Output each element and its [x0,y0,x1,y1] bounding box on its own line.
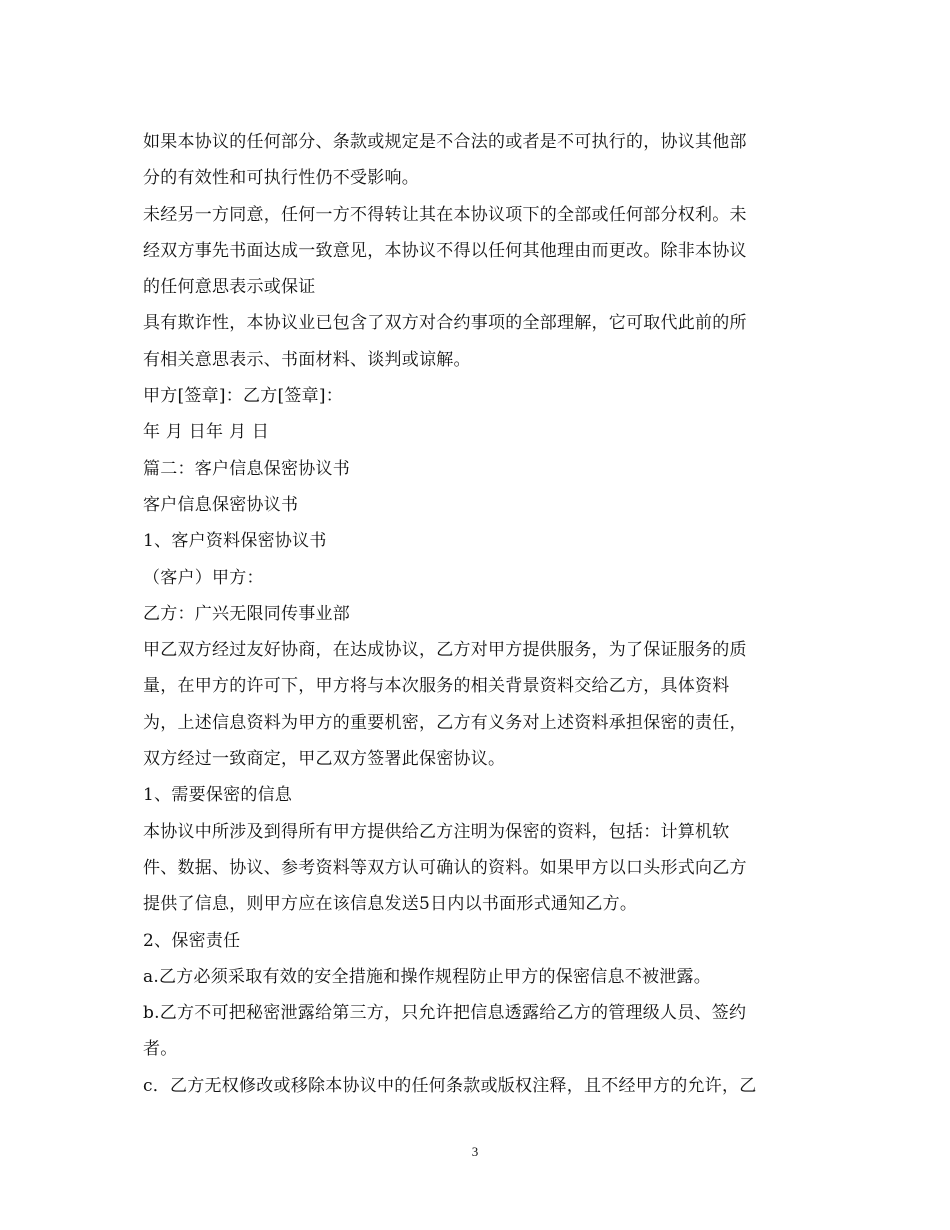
clause-item: c．乙方无权修改或移除本协议中的任何条款或版权注释，且不经甲方的允许，乙 [143,1075,757,1096]
document-title: 客户信息保密协议书 [143,494,299,515]
section-heading: 篇二：客户信息保密协议书 [143,458,350,479]
clause-item: b.乙方不可把秘密泄露给第三方，只允许把信息透露给乙方的管理级人员、签约 [143,1003,747,1024]
text-line: 件、数据、协议、参考资料等双方认可确认的资料。如果甲方以口头形式向乙方 [143,857,747,878]
text-line: 者。 [143,1039,178,1060]
text-line: 提供了信息，则甲方应在该信息发送5日内以书面形式通知乙方。 [143,894,638,915]
text-line: 本协议中所涉及到得所有甲方提供给乙方注明为保密的资料，包括：计算机软 [143,821,730,842]
clause-heading: 1、需要保密的信息 [143,785,293,806]
text-line: 具有欺诈性，本协议业已包含了双方对合约事项的全部理解，它可取代此前的所 [143,313,747,334]
clause-item: a.乙方必须采取有效的安全措施和操作规程防止甲方的保密信息不被泄露。 [143,966,712,987]
text-line: 为，上述信息资料为甲方的重要机密，乙方有义务对上述资料承担保密的责任， [143,712,747,733]
clause-heading: 2、保密责任 [143,930,241,951]
text-line: 双方经过一致商定，甲乙双方签署此保密协议。 [143,749,506,770]
text-line: 如果本协议的任何部分、条款或规定是不合法的或者是不可执行的，协议其他部 [143,132,747,152]
signature-line: 甲方[签章]：乙方[签章]： [143,386,344,407]
text-line: 量，在甲方的许可下，甲方将与本次服务的相关背景资料交给乙方，具体资料 [143,676,730,697]
document-body [143,124,811,1104]
text-line: 甲乙双方经过友好协商，在达成协议，乙方对甲方提供服务，为了保证服务的质 [143,640,747,661]
page-number: 3 [471,1144,479,1159]
party-b-line: 乙方：广兴无限同传事业部 [143,603,350,624]
date-line: 年 月 日年 月 日 [143,422,270,443]
party-a-line: （客户）甲方： [143,567,264,588]
subsection-heading: 1、客户资料保密协议书 [143,531,327,552]
text-line: 的任何意思表示或保证 [143,277,316,298]
text-line: 经双方事先书面达成一致意见，本协议不得以任何其他理由而更改。除非本协议 [143,240,747,261]
text-line: 分的有效性和可执行性仍不受影响。 [143,168,419,189]
text-line: 未经另一方同意，任何一方不得转让其在本协议项下的全部或任何部分权利。未 [143,204,747,225]
text-line: 有相关意思表示、书面材料、谈判或谅解。 [143,349,471,370]
